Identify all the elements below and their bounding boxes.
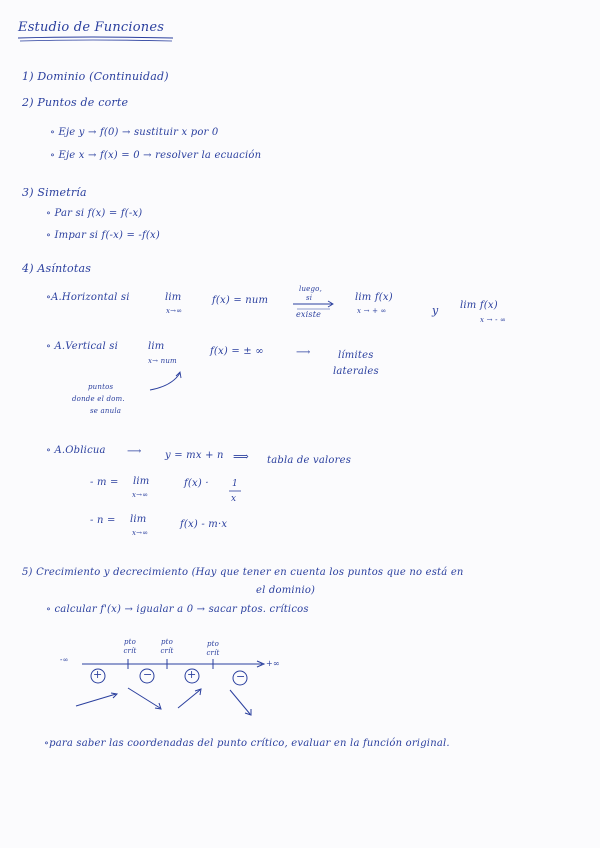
lim-minus-inf-sub: x → - ∞: [480, 316, 507, 324]
horizontal-lim-sub: x→∞: [166, 307, 183, 315]
critical-point-label: pto crít: [160, 638, 174, 655]
lim-minus-inf: lim f(x): [460, 300, 498, 311]
section-5-number: 5): [22, 567, 33, 578]
sign-minus: −: [236, 670, 246, 683]
bullet-text: Eje y → f(0) → sustituir x por 0: [58, 127, 219, 138]
m-frac-num: 1: [232, 479, 238, 489]
bullet-icon: ∘: [50, 127, 59, 138]
section-3-heading: [22, 186, 87, 199]
horizontal-asymptote-label: [46, 292, 130, 303]
section-2-title: Puntos de corte: [37, 96, 129, 109]
title-underline: [18, 37, 173, 38]
line-left-label: -∞: [60, 656, 69, 664]
oblique-eq: y = mx + n: [165, 450, 224, 461]
section-3-bullet-2: [46, 230, 160, 241]
vertical-lim: lim: [148, 341, 165, 352]
section-2-number: 2): [22, 96, 34, 109]
n-lim-sub: x→∞: [132, 529, 149, 537]
section-2-bullet-2: [50, 150, 261, 161]
trend-down-1: [128, 688, 160, 708]
m-frac-den: x: [231, 494, 237, 504]
note-anula: se anula: [90, 407, 122, 415]
bullet-icon: ∘: [46, 341, 55, 352]
lim-plus-inf: lim f(x): [355, 292, 393, 303]
trend-down-2: [230, 690, 250, 714]
section-1-text: Dominio (Continuidad): [37, 70, 169, 83]
sign-minus: −: [143, 668, 153, 681]
y-connector: y: [432, 304, 439, 317]
bullet-text: Par si f(x) = f(-x): [54, 208, 143, 219]
title-underline-2: [20, 40, 172, 41]
section-3-title: Simetría: [37, 186, 87, 199]
m-lim: lim: [133, 476, 150, 487]
implies-arrow: ⟹: [233, 450, 249, 463]
section-2-heading: [22, 96, 128, 109]
trend-up-1: [76, 694, 116, 706]
note-puntos: puntos: [88, 383, 114, 391]
vertical-lim-sub: x→ num: [148, 357, 177, 365]
critical-point-note: [44, 738, 450, 749]
n-expr: f(x) - m·x: [180, 519, 228, 530]
sign-plus: +: [187, 668, 197, 681]
tabla-valores: tabla de valores: [267, 455, 352, 466]
bullet-text: Eje x → f(x) = 0 → resolver la ecuación: [58, 150, 262, 161]
section-5-calc: [46, 604, 309, 615]
bullet-text: Impar si f(-x) = -f(x): [54, 230, 160, 241]
vertical-expr: f(x) = ± ∞: [210, 346, 264, 357]
vertical-asymptote-label: [46, 341, 118, 352]
note-donde: donde el dom.: [72, 395, 125, 403]
section-3-bullet-1: [46, 208, 142, 219]
luego-label: luego,: [299, 285, 323, 293]
bullet-icon: ∘: [46, 604, 55, 615]
section-4-number: 4): [22, 262, 34, 275]
sign-plus: +: [93, 668, 103, 681]
n-lim: lim: [130, 514, 147, 525]
limites-text: límites: [338, 350, 374, 361]
section-3-number: 3): [22, 186, 34, 199]
m-label: - m =: [90, 477, 119, 488]
laterales-text: laterales: [333, 366, 379, 377]
calc-text: calcular f'(x) → igualar a 0 → sacar ptos. críticos: [54, 604, 309, 615]
oblique-asymptote-label: [46, 445, 106, 456]
section-5-heading-2: el dominio): [256, 585, 316, 596]
critical-point-label: pto crít: [123, 638, 137, 655]
oblique-arrow: ⟶: [127, 446, 142, 457]
section-5-title: Crecimiento y decrecimiento (Hay que tener en cuenta los puntos que no está en: [36, 567, 464, 578]
line-right-label: +∞: [266, 659, 280, 668]
vertical-arrow: ⟶: [296, 347, 311, 358]
section-1: [22, 70, 169, 83]
m-lim-sub: x→∞: [132, 491, 149, 499]
vertical-label-text: A.Vertical si: [54, 341, 118, 352]
oblique-label-text: A.Oblicua: [54, 445, 106, 456]
n-label: - n =: [90, 515, 116, 526]
section-4-title: Asíntotas: [37, 262, 92, 275]
si-label: si: [306, 294, 313, 302]
horizontal-expr: f(x) = num: [212, 295, 269, 306]
horizontal-lim: lim: [165, 292, 182, 303]
bullet-icon: ∘: [46, 445, 55, 456]
section-5-heading: [22, 567, 464, 578]
section-4-heading: [22, 262, 91, 275]
section-2-bullet-1: [50, 127, 218, 138]
note-arrow: [150, 373, 180, 390]
trend-up-2: [178, 690, 200, 708]
m-expr: f(x) ·: [184, 478, 209, 489]
existe-label: existe: [296, 310, 322, 319]
section-1-number: 1): [22, 70, 34, 83]
horizontal-label-text: A.Horizontal si: [51, 292, 130, 303]
bullet-icon: ∘: [46, 292, 52, 303]
bullet-icon: ∘: [44, 738, 50, 749]
page-title: Estudio de Funciones: [18, 20, 165, 35]
critical-point-label: pto crít: [206, 640, 220, 657]
lim-plus-inf-sub: x → + ∞: [357, 307, 387, 315]
bullet-icon: ∘: [46, 230, 55, 241]
bullet-icon: ∘: [46, 208, 55, 219]
bullet-icon: ∘: [50, 150, 59, 161]
note-text: para saber las coordenadas del punto crítico, evaluar en la función original.: [49, 738, 450, 749]
